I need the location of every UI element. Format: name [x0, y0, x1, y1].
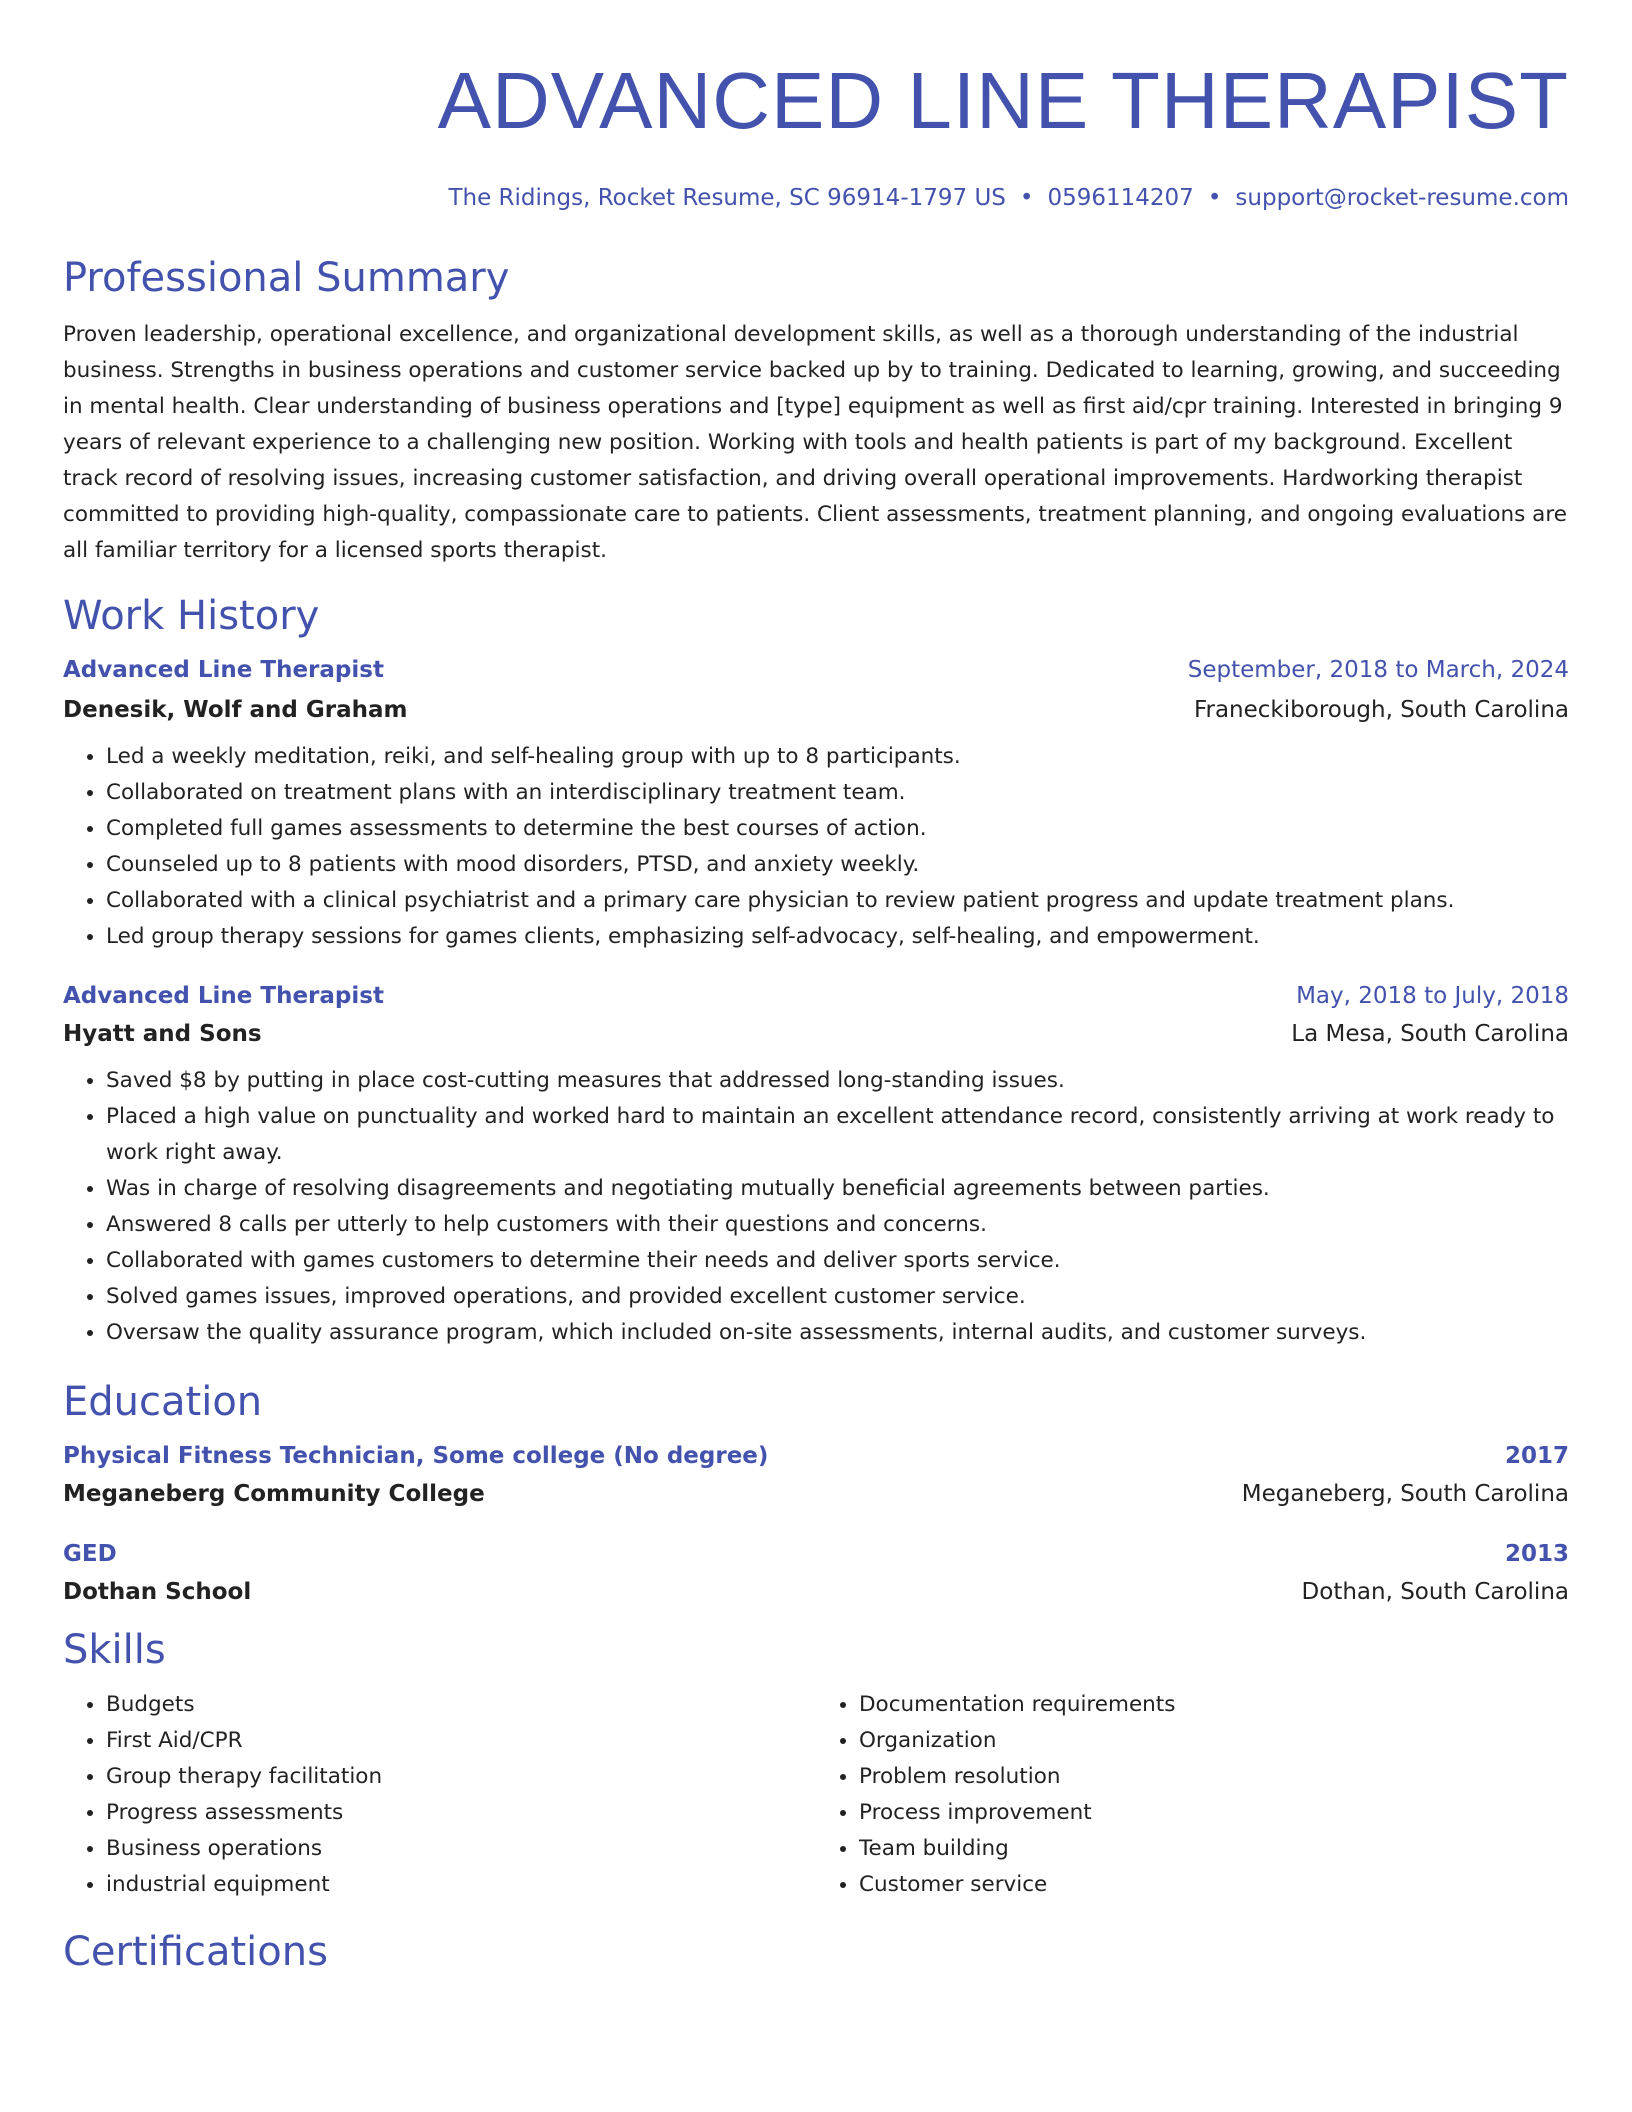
degree-row: [63, 1539, 1569, 1569]
list-item: • Budgets: [106, 1687, 816, 1723]
school-location: Meganeberg, South Carolina: [1241, 1481, 1569, 1507]
contact-line: [63, 183, 1569, 213]
job-role: Advanced Line Therapist: [63, 983, 384, 1009]
list-item: • Completed full games assessments to determine the best courses of action.: [106, 811, 1569, 847]
list-item: • Group therapy facilitation: [106, 1759, 816, 1795]
list-item: • Business operations: [106, 1831, 816, 1867]
separator-dot: •: [1019, 185, 1034, 211]
list-item: • Led a weekly meditation, reiki, and self-healing group with up to 8 participants.: [106, 739, 1569, 775]
list-item: • Placed a high value on punctuality and worked hard to maintain an excellent attendance record, consistently arriving at work ready to work right away.: [106, 1099, 1569, 1171]
section-title-certifications: Certifications: [63, 1929, 328, 1975]
skills-list-right: [816, 1687, 1569, 1903]
degree-row: [63, 1441, 1569, 1471]
certifications-section: [63, 1927, 1569, 1977]
summary-section: [63, 253, 1569, 569]
list-item: • First Aid/CPR: [106, 1723, 816, 1759]
list-item: • Progress assessments: [106, 1795, 816, 1831]
skills-columns: [63, 1687, 1569, 1903]
skills-list-left: [63, 1687, 816, 1903]
degree: GED: [63, 1541, 117, 1567]
list-item: • Problem resolution: [859, 1759, 1569, 1795]
list-item: • Process improvement: [859, 1795, 1569, 1831]
section-title-summary: Professional Summary: [63, 255, 510, 301]
job-location: Franeckiborough, South Carolina: [1193, 697, 1569, 723]
education-section: [63, 1377, 1569, 1607]
job-role: Advanced Line Therapist: [63, 657, 384, 683]
job-bullets: [63, 1063, 1569, 1351]
list-item: • Oversaw the quality assurance program, which included on-site assessments, internal audits, and customer surveys.: [106, 1315, 1569, 1351]
job-company-row: [63, 695, 1569, 725]
job-title-row: [63, 981, 1569, 1011]
list-item: • Saved $8 by putting in place cost-cutting measures that addressed long-standing issues.: [106, 1063, 1569, 1099]
job-entry: [63, 655, 1569, 955]
education-entry: [63, 1539, 1569, 1607]
list-item: • Answered 8 calls per utterly to help customers with their questions and concerns.: [106, 1207, 1569, 1243]
job-company-row: [63, 1019, 1569, 1049]
school-name: Dothan School: [63, 1579, 252, 1605]
list-item: • Collaborated on treatment plans with an interdisciplinary treatment team.: [106, 775, 1569, 811]
list-item: • Organization: [859, 1723, 1569, 1759]
job-entry: [63, 981, 1569, 1351]
list-item: • Solved games issues, improved operations, and provided excellent customer service.: [106, 1279, 1569, 1315]
education-entry: [63, 1441, 1569, 1509]
phone: 0596114207: [1047, 185, 1194, 211]
job-dates: September, 2018 to March, 2024: [1187, 657, 1569, 683]
school-location: Dothan, South Carolina: [1301, 1579, 1569, 1605]
job-location: La Mesa, South Carolina: [1291, 1021, 1569, 1047]
list-item: • Led group therapy sessions for games clients, emphasizing self-advocacy, self-healing, and empowerment.: [106, 919, 1569, 955]
summary-text: Proven leadership, operational excellence, and organizational development skills, as well as a thorough understanding of the industrial business. Strengths in business operations and customer service backed up by to training. Dedicated to learning, growing, and succeeding in mental health. Clear understanding of business operations and [type] equipment as well as first aid/cpr training. Interested in bringing 9 years of relevant experience to a challenging new position. Working with tools and health patients is part of my background. Excellent track record of resolving issues, increasing customer satisfaction, and driving overall operational improvements. Hardworking therapist committed to providing high-quality, compassionate care to patients. Client assessments, treatment planning, and ongoing evaluations are all familiar territory for a licensed sports therapist.: [63, 322, 1567, 563]
section-title-education: Education: [63, 1379, 263, 1425]
job-bullets: [63, 739, 1569, 955]
section-title-skills: Skills: [63, 1627, 166, 1673]
list-item: • industrial equipment: [106, 1867, 816, 1903]
list-item: • Customer service: [859, 1867, 1569, 1903]
school-row: [63, 1479, 1569, 1509]
separator-dot: •: [1207, 185, 1222, 211]
job-dates: May, 2018 to July, 2018: [1296, 983, 1569, 1009]
section-title-work-history: Work History: [63, 593, 320, 639]
degree: Physical Fitness Technician, Some college (No degree): [63, 1443, 769, 1469]
work-history-section: [63, 591, 1569, 1351]
job-title-row: [63, 655, 1569, 685]
candidate-name: ADVANCED LINE THERAPIST: [437, 56, 1569, 145]
resume-header: [63, 0, 1569, 213]
school-name: Meganeberg Community College: [63, 1481, 485, 1507]
graduation-year: 2013: [1504, 1541, 1569, 1567]
list-item: • Documentation requirements: [859, 1687, 1569, 1723]
job-company: Denesik, Wolf and Graham: [63, 697, 408, 723]
list-item: • Was in charge of resolving disagreements and negotiating mutually beneficial agreements between parties.: [106, 1171, 1569, 1207]
list-item: • Counseled up to 8 patients with mood disorders, PTSD, and anxiety weekly.: [106, 847, 1569, 883]
address: The Ridings, Rocket Resume, SC 96914-1797 US: [448, 185, 1006, 211]
list-item: • Team building: [859, 1831, 1569, 1867]
email-link[interactable]: support@rocket-resume.com: [1235, 185, 1569, 211]
graduation-year: 2017: [1504, 1443, 1569, 1469]
skills-section: [63, 1625, 1569, 1903]
list-item: • Collaborated with games customers to determine their needs and deliver sports service.: [106, 1243, 1569, 1279]
list-item: • Collaborated with a clinical psychiatrist and a primary care physician to review patient progress and update treatment plans.: [106, 883, 1569, 919]
school-row: [63, 1577, 1569, 1607]
job-company: Hyatt and Sons: [63, 1021, 262, 1047]
